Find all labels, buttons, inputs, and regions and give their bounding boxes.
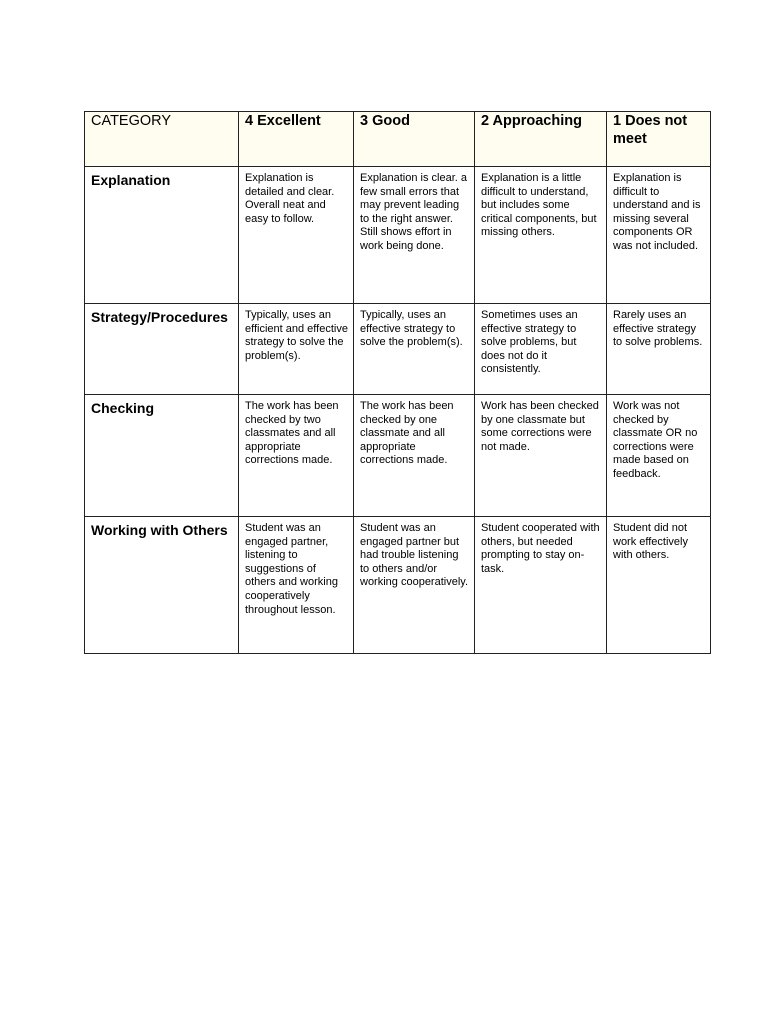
header-row (85, 112, 711, 167)
table-row (85, 167, 711, 304)
table-row (85, 517, 711, 654)
rubric-cell: Explanation is a little difficult to understand, but includes some critical components, but missing others. (475, 167, 607, 304)
rubric-cell: Typically, uses an effective strategy to solve the problem(s). (354, 304, 475, 395)
rubric-cell: Work has been checked by one classmate but some corrections were not made. (475, 395, 607, 517)
header-good: 3 Good (354, 112, 475, 167)
category-cell: Explanation (85, 167, 239, 304)
rubric-cell: Work was not checked by classmate OR no corrections were made based on feedback. (607, 395, 711, 517)
table-row (85, 304, 711, 395)
rubric-cell: Explanation is difficult to understand and is missing several components OR was not included. (607, 167, 711, 304)
rubric-cell: Student was an engaged partner but had trouble listening to others and/or working cooperatively. (354, 517, 475, 654)
category-cell: Working with Others (85, 517, 239, 654)
rubric-cell: Explanation is detailed and clear. Overall neat and easy to follow. (239, 167, 354, 304)
header-category: CATEGORY (85, 112, 239, 167)
rubric-cell: Rarely uses an effective strategy to solve problems. (607, 304, 711, 395)
table-row (85, 395, 711, 517)
rubric-cell: The work has been checked by one classmate and all appropriate corrections made. (354, 395, 475, 517)
header-does-not-meet: 1 Does not meet (607, 112, 711, 167)
category-cell: Checking (85, 395, 239, 517)
rubric-cell: Student did not work effectively with others. (607, 517, 711, 654)
header-excellent: 4 Excellent (239, 112, 354, 167)
rubric-cell: The work has been checked by two classmates and all appropriate corrections made. (239, 395, 354, 517)
rubric-cell: Student cooperated with others, but needed prompting to stay on-task. (475, 517, 607, 654)
rubric-cell: Typically, uses an efficient and effective strategy to solve the problem(s). (239, 304, 354, 395)
rubric-table (84, 111, 711, 654)
rubric-cell: Student was an engaged partner, listening to suggestions of others and working cooperatively throughout lesson. (239, 517, 354, 654)
rubric-cell: Sometimes uses an effective strategy to solve problems, but does not do it consistently. (475, 304, 607, 395)
rubric-cell: Explanation is clear. a few small errors that may prevent leading to the right answer. Still shows effort in work being done. (354, 167, 475, 304)
header-approaching: 2 Approaching (475, 112, 607, 167)
category-cell: Strategy/Procedures (85, 304, 239, 395)
